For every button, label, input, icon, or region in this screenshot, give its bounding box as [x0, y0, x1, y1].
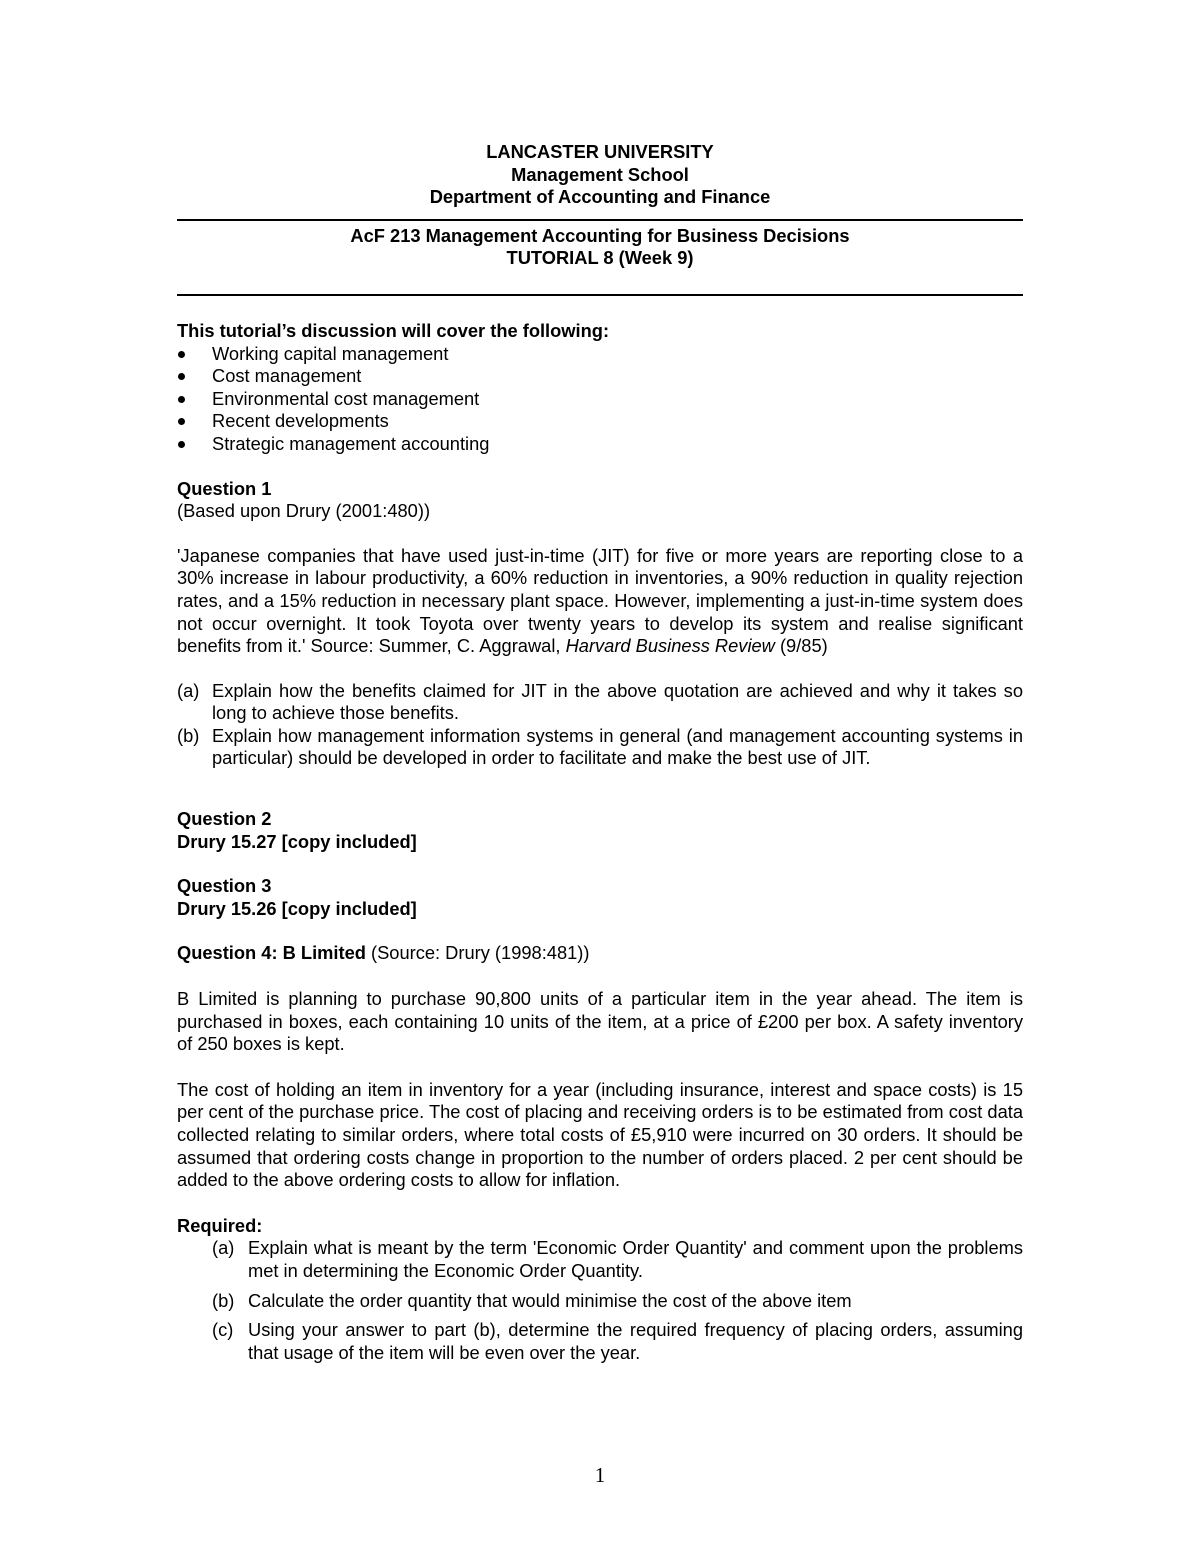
q4-required-c-text: Using your answer to part (b), determine the required frequency of placing orders, assuming that usage of the item will be even over the year. [248, 1319, 1023, 1363]
q1-source: (Based upon Drury (2001:480)) [177, 500, 431, 522]
topics-list [177, 343, 1023, 456]
q1-quote [177, 545, 1023, 658]
q1-quote-journal: Harvard Business Review [565, 635, 775, 657]
q4-required-label: Required: [177, 1214, 263, 1236]
topic-item [177, 388, 1023, 411]
q4-required-a [177, 1237, 1023, 1282]
q2-title: Question 2 [177, 808, 272, 830]
topic-label: Cost management [212, 365, 362, 387]
topic-item [177, 365, 1023, 388]
q4-paragraph-1: B Limited is planning to purchase 90,800 units of a particular item in the year ahead. The item is purchased in boxes, each containing 10 units of the item, at a price of £200 per box. A safety inventory of 250 boxes is kept. [177, 988, 1023, 1055]
q1-part-b-label: (b) [177, 724, 200, 746]
q4-title: Question 4: B Limited [177, 942, 366, 964]
q1-part-b [177, 725, 1023, 770]
topic-label: Recent developments [212, 410, 389, 432]
department-name: Department of Accounting and Finance [429, 186, 771, 208]
bullet-icon [178, 351, 185, 358]
school-name: Management School [511, 163, 689, 185]
q4-required-b-text: Calculate the order quantity that would minimise the cost of the above item [248, 1289, 852, 1311]
q3-ref: Drury 15.26 [copy included] [177, 897, 417, 919]
topic-item [177, 410, 1023, 433]
q1-quote-text: 'Japanese companies that have used just-in-time (JIT) for five or more years are reporting close to a 30% increase in labour productivity, a 60% reduction in inventories, a 90% reduction in quality rejection rates, and a 15% reduction in necessary plant space. However, implementing a just-in-time system does not occur overnight. It took Toyota over twenty years to develop its system and realise significant benefits from it.' Source: Summer, C. Aggrawal, [177, 544, 1023, 657]
q4-paragraph-2: The cost of holding an item in inventory for a year (including insurance, interest and space costs) is 15 per cent of the purchase price. The cost of placing and receiving orders is to be estimated from cost data collected relating to similar orders, where total costs of £5,910 were incurred on 30 orders. It should be assumed that ordering costs change in proportion to the number of orders placed. 2 per cent should be added to the above ordering costs to allow for inflation. [177, 1078, 1023, 1191]
topics-heading: This tutorial’s discussion will cover the following: [177, 319, 610, 341]
q1-part-b-text: Explain how management information systems in general (and management accounting systems in particular) should be developed in order to facilitate and make the best use of JIT. [212, 724, 1023, 769]
q1-part-a-text: Explain how the benefits claimed for JIT in the above quotation are achieved and why it takes so long to achieve those benefits. [212, 679, 1023, 724]
tutorial-title: TUTORIAL 8 (Week 9) [506, 247, 694, 269]
header-rule-top [177, 219, 1023, 221]
q4-required-a-text: Explain what is meant by the term 'Economic Order Quantity' and comment upon the problems met in determining the Economic Order Quantity. [248, 1237, 1023, 1281]
bullet-icon [178, 373, 185, 380]
q4-heading [177, 942, 1023, 965]
bullet-icon [178, 441, 185, 448]
topic-item [177, 433, 1023, 456]
q3-title: Question 3 [177, 875, 272, 897]
bullet-icon [178, 418, 185, 425]
header-rule-bottom [177, 294, 1023, 296]
q1-parts [177, 680, 1023, 770]
university-name: LANCASTER UNIVERSITY [486, 141, 714, 162]
course-title: AcF 213 Management Accounting for Business Decisions [350, 224, 850, 246]
document-content [177, 141, 1023, 1364]
bullet-icon [178, 396, 185, 403]
q4-required-c [177, 1319, 1023, 1364]
q4-source: (Source: Drury (1998:481)) [365, 942, 590, 964]
topic-label: Working capital management [212, 342, 449, 364]
q4-required-a-label: (a) [212, 1237, 235, 1259]
topic-item [177, 343, 1023, 366]
q1-quote-issue: (9/85) [774, 635, 828, 657]
q4-required-b [177, 1290, 1023, 1313]
topic-label: Strategic management accounting [212, 432, 490, 454]
page-number: 1 [594, 1463, 606, 1487]
q1-part-a [177, 680, 1023, 725]
q1-part-a-label: (a) [177, 679, 200, 701]
q2-ref: Drury 15.27 [copy included] [177, 830, 417, 852]
topic-label: Environmental cost management [212, 387, 480, 409]
q1-title: Question 1 [177, 477, 272, 499]
q4-required-c-label: (c) [212, 1319, 234, 1341]
q4-required-b-label: (b) [212, 1289, 235, 1311]
q4-required-list [177, 1237, 1023, 1364]
